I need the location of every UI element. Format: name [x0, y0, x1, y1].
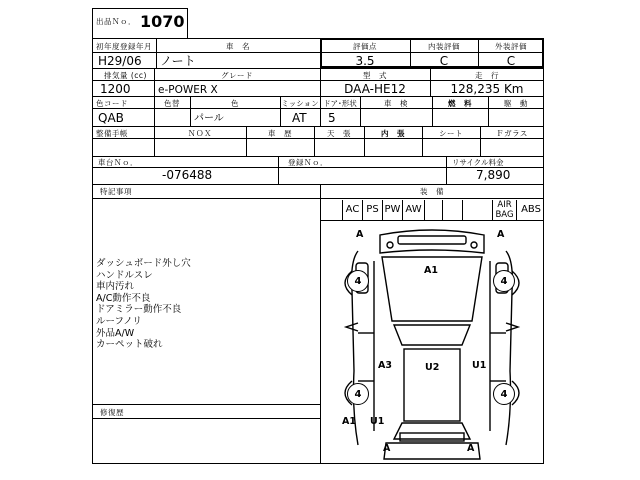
first-reg-value: H29/06	[98, 54, 142, 68]
model-label: 型 式	[363, 71, 387, 80]
equip-blank	[443, 200, 463, 220]
equip-ps: PS	[363, 200, 383, 220]
remark-item: 車内汚れ	[96, 281, 135, 293]
first-reg-label: 初年度登録年月	[96, 42, 152, 51]
equipment-row	[342, 200, 544, 220]
repair-label: 修復歴	[100, 408, 124, 417]
manual-label: 整備手帳	[96, 129, 128, 138]
equipment-label: 装 備	[420, 187, 444, 196]
lot-label: 出品Ｎｏ．	[96, 17, 136, 26]
grade-value: e-POWER X	[158, 84, 218, 96]
nox-label: ＮＯＸ	[188, 129, 212, 138]
interior-value: C	[439, 54, 449, 68]
sunroof-label: 天 張	[327, 129, 351, 138]
tire-rear-right: 4	[493, 383, 515, 405]
equip-pw: PW	[383, 200, 403, 220]
displacement-label: 排気量 (cc)	[104, 71, 147, 80]
glass-label: Ｆガラス	[496, 129, 528, 138]
recycle-value: 7,890	[476, 168, 511, 182]
chassis-value: -076488	[162, 168, 213, 182]
remark-item: ルーフノリ	[96, 315, 142, 327]
doors-label: ドア･形状	[323, 99, 357, 108]
remark-item: A/C動作不良	[96, 292, 151, 304]
mark-front-right: A	[497, 229, 505, 240]
equip-blank	[463, 200, 493, 220]
grade-label: グレード	[221, 71, 253, 80]
score-label: 評価点	[353, 42, 377, 51]
tire-rear-left: 4	[347, 383, 369, 405]
lot-number: 1070	[140, 12, 185, 31]
car-name-value: ノート	[160, 54, 196, 68]
mark-hood: A1	[424, 265, 438, 276]
remarks-label: 特記事項	[100, 187, 132, 196]
registration-label: 登録Ｎｏ．	[288, 158, 328, 167]
car-name-label: 車 名	[226, 42, 250, 51]
remark-item: ダッシュボード外し穴	[96, 258, 191, 269]
equip-airbag: AIR BAG	[493, 200, 517, 220]
recycle-label: リサイクル料金	[452, 158, 504, 167]
color-code-value: QAB	[98, 111, 124, 125]
remark-item: ドアミラー動作不良	[96, 304, 182, 316]
interior-label: 内装評価	[428, 42, 460, 51]
mark-rear-bottom-left: A	[383, 443, 391, 454]
mark-rear-left-2: U1	[370, 416, 385, 427]
remark-item: カーペット破れ	[96, 339, 163, 351]
mark-roof: U2	[425, 362, 440, 373]
equip-aw: AW	[403, 200, 425, 220]
mark-side-left: A3	[378, 360, 392, 371]
mileage-label: 走 行	[475, 71, 499, 80]
seat-label: シート	[439, 129, 463, 138]
model-value: DAA-HE12	[344, 82, 406, 96]
color-code-label: 色コード	[96, 99, 128, 108]
color-label: 色	[231, 99, 239, 108]
equip-blank	[425, 200, 443, 220]
color-type-label: 色替	[164, 99, 180, 108]
remarks-list	[96, 258, 191, 351]
tire-front-right: 4	[493, 270, 515, 292]
mark-rear-bottom-right: A	[467, 443, 475, 454]
color-value: パール	[194, 113, 224, 124]
displacement-value: 1200	[100, 82, 131, 96]
doors-value: 5	[328, 111, 336, 125]
exterior-value: C	[506, 54, 516, 68]
exterior-label: 外装評価	[495, 42, 527, 51]
drive-label: 駆 動	[504, 99, 528, 108]
inspection-label: 車 検	[384, 99, 408, 108]
mark-rear-left-1: A1	[342, 416, 356, 427]
score-value: 3.5	[355, 54, 375, 68]
history-label: 車 歴	[268, 129, 292, 138]
remark-item: ハンドルスレ	[96, 269, 153, 281]
mark-side-right: U1	[472, 360, 487, 371]
mileage-value: 128,235 Km	[450, 82, 524, 96]
tire-front-left: 4	[347, 270, 369, 292]
transmission-value: AT	[292, 111, 307, 125]
interior2-label: 内 張	[381, 129, 405, 138]
fuel-label: 燃 料	[448, 99, 472, 108]
transmission-label: ミッション	[281, 99, 319, 108]
equip-abs: ABS	[521, 204, 541, 215]
chassis-label: 車台Ｎｏ．	[98, 158, 138, 167]
remark-item: 外品A/W	[96, 327, 135, 339]
equip-ac: AC	[343, 200, 363, 220]
mark-front-left: A	[356, 229, 364, 240]
